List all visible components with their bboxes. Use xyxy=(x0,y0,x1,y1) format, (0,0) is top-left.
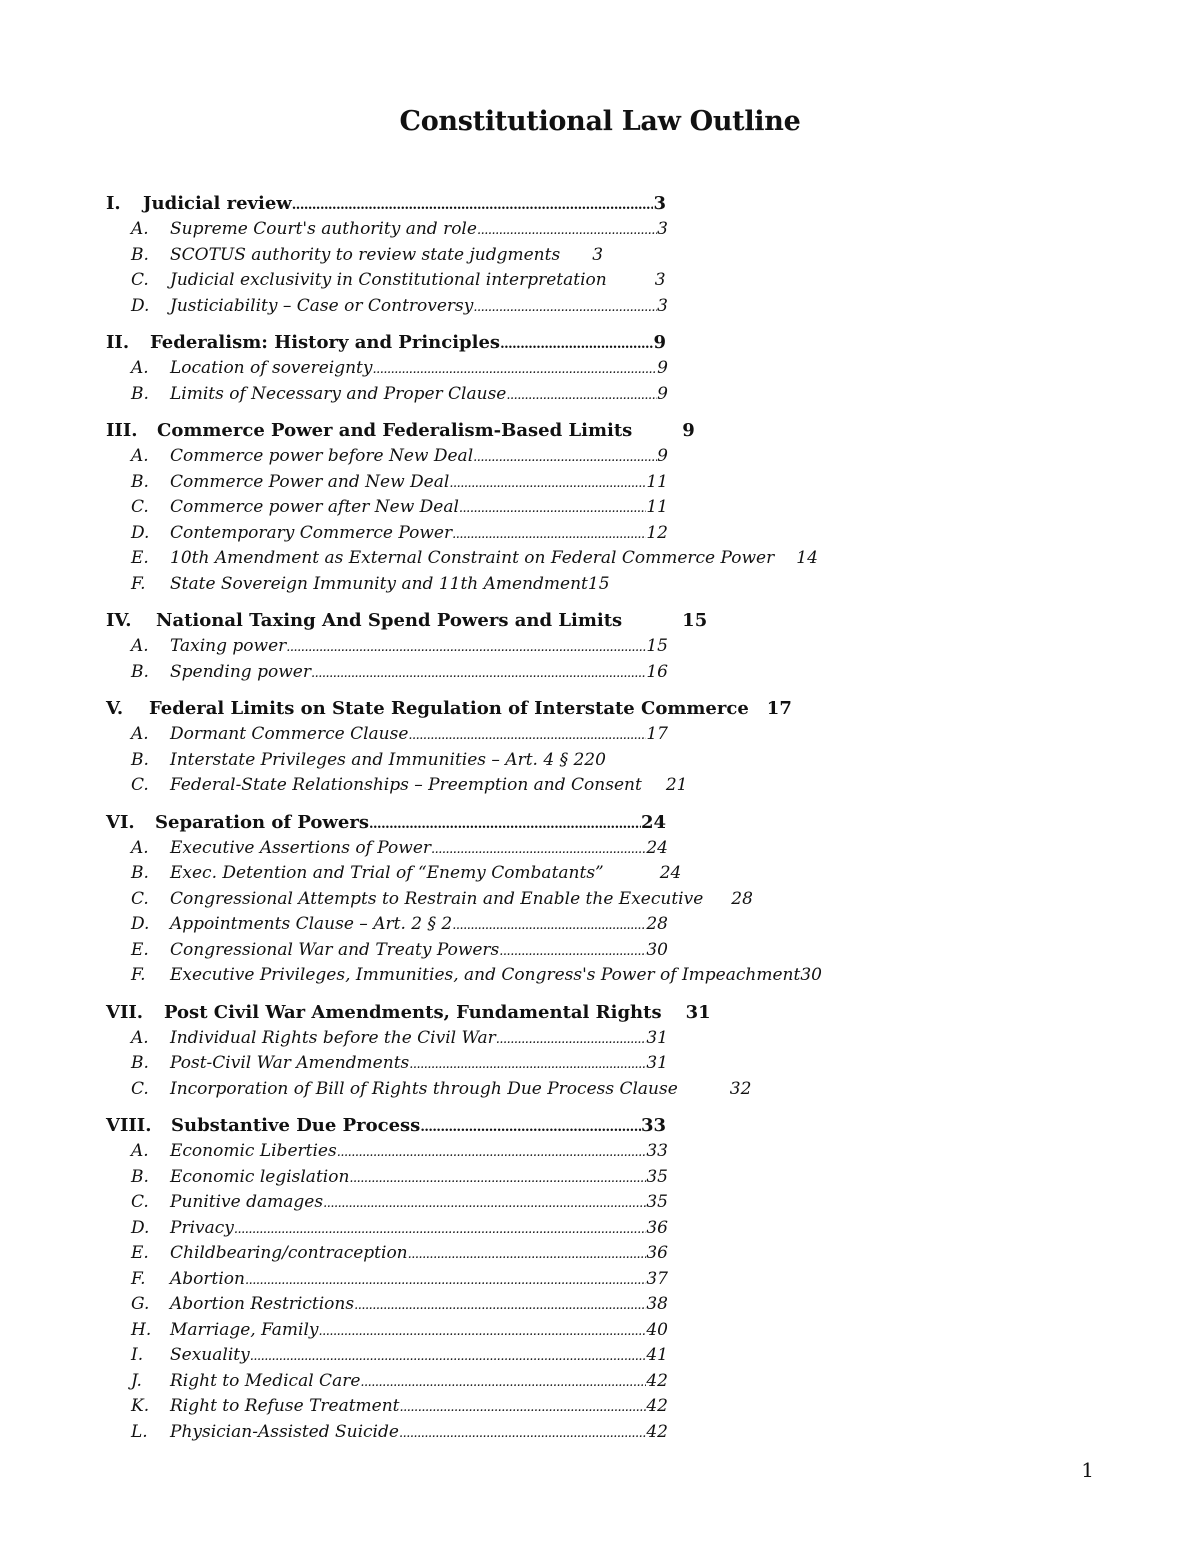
entry-title: Spending power xyxy=(170,661,311,682)
section-number: V. xyxy=(106,698,124,719)
section-title: Federal Limits on State Regulation of Interstate Commerce xyxy=(149,698,749,719)
entry-title: Physician-Assisted Suicide xyxy=(170,1421,399,1442)
section-number: VIII. xyxy=(106,1115,152,1136)
entry-title: Justiciability – Case or Controversy xyxy=(170,295,474,316)
page-number: 1 xyxy=(1081,1458,1094,1482)
dot-leader xyxy=(369,812,641,838)
entry-title: Dormant Commerce Clause xyxy=(170,724,409,744)
entry-title: Contemporary Commerce Power xyxy=(170,522,453,543)
toc-section-heading[interactable] xyxy=(106,1000,1106,1026)
entry-title: Congressional Attempts to Restrain and Enable the Executive xyxy=(170,888,704,909)
entry-letter: C. xyxy=(131,497,149,517)
entry-letter: J. xyxy=(131,1370,142,1391)
toc-entry[interactable] xyxy=(106,1292,1106,1318)
table-of-contents xyxy=(106,191,1106,1445)
entry-letter: A. xyxy=(131,837,149,858)
dot-leader xyxy=(409,1052,646,1078)
entry-page-number: 38 xyxy=(646,1294,668,1314)
dot-leader xyxy=(473,445,657,471)
toc-entry[interactable] xyxy=(106,1394,1106,1420)
toc-entry[interactable] xyxy=(106,1165,1106,1191)
section-page-number: 9 xyxy=(653,332,666,353)
entry-title: SCOTUS authority to review state judgments xyxy=(170,244,561,265)
entry-page-number: 28 xyxy=(646,914,668,934)
entry-title: Supreme Court's authority and role xyxy=(170,219,477,239)
entry-page-number: 42 xyxy=(646,1421,668,1442)
entry-letter: B. xyxy=(131,471,149,492)
entry-letter: G. xyxy=(131,1294,150,1314)
toc-entry[interactable] xyxy=(106,444,1106,470)
entry-letter: A. xyxy=(131,446,149,466)
entry-page-number: 9 xyxy=(657,358,668,378)
entry-letter: A. xyxy=(131,1141,149,1161)
toc-entry[interactable] xyxy=(106,773,1106,799)
entry-title: Appointments Clause – Art. 2 § 2 xyxy=(170,914,453,934)
entry-page-number: 21 xyxy=(665,775,688,795)
entry-title: Limits of Necessary and Proper Clause xyxy=(170,383,507,404)
toc-entry[interactable] xyxy=(106,1267,1106,1293)
entry-title: Commerce power before New Deal xyxy=(170,446,474,466)
entry-title: Sexuality xyxy=(170,1345,250,1365)
toc-entry[interactable] xyxy=(106,1343,1106,1369)
document-title: Constitutional Law Outline xyxy=(399,106,801,137)
dot-leader xyxy=(506,383,657,409)
dot-leader xyxy=(250,1344,647,1370)
dot-leader xyxy=(499,939,646,965)
dot-leader xyxy=(337,1140,647,1166)
entry-page-number: 11 xyxy=(646,471,668,492)
dot-leader xyxy=(323,1191,646,1217)
dot-leader xyxy=(349,1166,646,1192)
toc-entry[interactable] xyxy=(106,660,1106,686)
entry-page-number: 24 xyxy=(659,863,682,883)
section-page-number: 33 xyxy=(640,1115,666,1136)
entry-page-number: 11 xyxy=(646,497,668,517)
entry-title: Commerce Power and New Deal xyxy=(170,471,450,492)
entry-page-number: 40 xyxy=(646,1319,668,1340)
entry-title: Congressional War and Treaty Powers xyxy=(170,939,500,960)
toc-entry[interactable] xyxy=(106,1139,1106,1165)
entry-page-number: 12 xyxy=(646,522,668,543)
section-page-number: 24 xyxy=(640,811,666,833)
entry-title: Right to Medical Care xyxy=(170,1370,361,1391)
entry-page-number: 15 xyxy=(587,573,610,594)
entry-letter: C. xyxy=(131,270,149,290)
dot-leader xyxy=(496,1027,647,1053)
dot-leader xyxy=(245,1268,646,1294)
entry-page-number: 17 xyxy=(646,724,668,744)
dot-leader xyxy=(459,496,646,522)
dot-leader xyxy=(354,1293,646,1319)
entry-letter: B. xyxy=(131,749,149,770)
section-number: VI. xyxy=(106,811,135,833)
toc-entry[interactable] xyxy=(106,963,1106,989)
dot-leader xyxy=(452,913,646,939)
dot-leader xyxy=(500,332,653,358)
toc-entry[interactable] xyxy=(106,243,1106,269)
entry-title: Commerce power after New Deal xyxy=(170,497,459,517)
entry-title: State Sovereign Immunity and 11th Amendment xyxy=(170,573,588,594)
entry-title: Privacy xyxy=(170,1217,234,1238)
toc-entry[interactable] xyxy=(106,382,1106,408)
toc-section-heading[interactable] xyxy=(106,1113,1106,1139)
entry-title: Economic legislation xyxy=(170,1166,350,1187)
toc-entry[interactable] xyxy=(106,1369,1106,1395)
section-page-number: 17 xyxy=(766,698,792,719)
section-number: II. xyxy=(106,332,130,353)
entry-title: Executive Privileges, Immunities, and Congress's Power of Impeachment xyxy=(170,965,801,985)
entry-page-number: 14 xyxy=(796,548,818,568)
entry-title: Punitive damages xyxy=(170,1192,324,1212)
toc-entry[interactable] xyxy=(106,1026,1106,1052)
toc-section-heading[interactable] xyxy=(106,810,1106,836)
dot-leader xyxy=(399,1421,646,1447)
entry-letter: A. xyxy=(131,358,149,378)
toc-entry[interactable] xyxy=(106,294,1106,320)
entry-page-number: 28 xyxy=(731,888,753,909)
entry-title: Interstate Privileges and Immunities – Art. 4 § 2 xyxy=(170,749,585,770)
entry-letter: B. xyxy=(131,1053,149,1073)
toc-entry[interactable] xyxy=(106,470,1106,496)
entry-letter: B. xyxy=(131,244,149,265)
entry-title: Exec. Detention and Trial of “Enemy Combatants” xyxy=(170,863,604,883)
toc-entry[interactable] xyxy=(106,748,1106,774)
toc-entry[interactable] xyxy=(106,1051,1106,1077)
toc-entry[interactable] xyxy=(106,1241,1106,1267)
dot-leader xyxy=(431,837,646,863)
section-number: I. xyxy=(106,193,121,214)
entry-title: 10th Amendment as External Constraint on Federal Commerce Power xyxy=(170,548,775,568)
entry-letter: E. xyxy=(131,939,149,960)
toc-section-heading[interactable] xyxy=(106,608,1106,634)
entry-title: Abortion xyxy=(170,1268,245,1289)
entry-letter: H. xyxy=(131,1319,152,1340)
entry-letter: E. xyxy=(131,1243,149,1263)
entry-title: Taxing power xyxy=(170,636,287,656)
section-number: IV. xyxy=(106,610,132,631)
dot-leader xyxy=(234,1217,646,1243)
entry-title: Economic Liberties xyxy=(170,1141,337,1161)
dot-leader xyxy=(449,471,646,497)
toc-entry[interactable] xyxy=(106,887,1106,913)
entry-title: Federal-State Relationships – Preemption and Consent xyxy=(170,775,642,795)
entry-page-number: 35 xyxy=(646,1192,668,1212)
toc-entry[interactable] xyxy=(106,1077,1106,1103)
toc-entry[interactable] xyxy=(106,722,1106,748)
toc-entry[interactable] xyxy=(106,546,1106,572)
toc-section-heading[interactable] xyxy=(106,330,1106,356)
section-title: Federalism: History and Principles xyxy=(150,332,501,353)
toc-entry[interactable] xyxy=(106,521,1106,547)
entry-letter: A. xyxy=(131,219,149,239)
entry-letter: B. xyxy=(131,383,149,404)
section-title: Post Civil War Amendments, Fundamental Rights xyxy=(164,1001,662,1023)
entry-letter: D. xyxy=(131,522,150,543)
dot-leader xyxy=(286,635,646,661)
section-title: National Taxing And Spend Powers and Limits xyxy=(156,610,623,631)
entry-letter: L. xyxy=(131,1421,148,1442)
entry-letter: A. xyxy=(131,724,149,744)
toc-entry[interactable] xyxy=(106,1216,1106,1242)
entry-page-number: 42 xyxy=(646,1370,668,1391)
entry-title: Post-Civil War Amendments xyxy=(170,1053,410,1073)
dot-leader xyxy=(360,1370,646,1396)
toc-entry[interactable] xyxy=(106,495,1106,521)
section-number: VII. xyxy=(106,1001,144,1023)
toc-section-heading[interactable] xyxy=(106,418,1106,444)
entry-page-number: 41 xyxy=(646,1345,668,1365)
entry-title: Marriage, Family xyxy=(170,1319,319,1340)
entry-page-number: 30 xyxy=(800,965,822,985)
dot-leader xyxy=(319,1319,647,1345)
entry-letter: A. xyxy=(131,636,149,656)
entry-letter: F. xyxy=(131,965,146,985)
entry-page-number: 3 xyxy=(657,219,668,239)
entry-letter: C. xyxy=(131,1192,149,1212)
dot-leader xyxy=(400,1395,647,1421)
dot-leader xyxy=(408,1242,647,1268)
entry-page-number: 3 xyxy=(654,270,666,290)
dot-leader xyxy=(372,357,657,383)
entry-letter: I. xyxy=(131,1345,144,1365)
entry-page-number: 3 xyxy=(592,244,604,265)
entry-page-number: 20 xyxy=(584,749,606,770)
entry-title: Location of sovereignty xyxy=(170,358,373,378)
toc-section-heading[interactable] xyxy=(106,696,1106,722)
entry-letter: F. xyxy=(131,1268,146,1289)
toc-entry[interactable] xyxy=(106,1318,1106,1344)
entry-letter: K. xyxy=(131,1396,150,1416)
entry-page-number: 36 xyxy=(646,1243,668,1263)
entry-letter: E. xyxy=(131,548,149,568)
entry-page-number: 16 xyxy=(646,661,668,682)
entry-title: Executive Assertions of Power xyxy=(170,837,432,858)
entry-title: Individual Rights before the Civil War xyxy=(170,1027,496,1048)
entry-letter: C. xyxy=(131,1078,149,1099)
dot-leader xyxy=(408,723,646,749)
dot-leader xyxy=(311,661,646,687)
entry-letter: B. xyxy=(131,1166,149,1187)
entry-letter: A. xyxy=(131,1027,149,1048)
section-page-number: 3 xyxy=(653,193,666,214)
entry-page-number: 42 xyxy=(646,1396,668,1416)
dot-leader xyxy=(292,193,654,219)
entry-title: Childbearing/contraception xyxy=(170,1243,408,1263)
entry-page-number: 9 xyxy=(657,446,668,466)
entry-letter: D. xyxy=(131,1217,150,1238)
toc-entry[interactable] xyxy=(106,634,1106,660)
entry-page-number: 24 xyxy=(646,837,668,858)
toc-section-heading[interactable] xyxy=(106,191,1106,217)
entry-page-number: 36 xyxy=(646,1217,668,1238)
entry-page-number: 30 xyxy=(646,939,668,960)
entry-letter: D. xyxy=(131,295,150,316)
toc-entry[interactable] xyxy=(106,1420,1106,1446)
section-title: Commerce Power and Federalism-Based Limits xyxy=(157,420,633,441)
entry-page-number: 33 xyxy=(646,1141,668,1161)
entry-page-number: 37 xyxy=(646,1268,668,1289)
section-page-number: 9 xyxy=(682,420,695,441)
entry-page-number: 31 xyxy=(646,1053,668,1073)
entry-letter: C. xyxy=(131,775,149,795)
entry-title: Incorporation of Bill of Rights through Due Process Clause xyxy=(170,1078,678,1099)
entry-title: Right to Refuse Treatment xyxy=(170,1396,400,1416)
section-page-number: 15 xyxy=(682,610,708,631)
entry-page-number: 35 xyxy=(646,1166,668,1187)
toc-entry[interactable] xyxy=(106,836,1106,862)
entry-page-number: 3 xyxy=(657,295,668,316)
dot-leader xyxy=(477,218,657,244)
entry-page-number: 31 xyxy=(646,1027,668,1048)
toc-entry[interactable] xyxy=(106,938,1106,964)
entry-title: Abortion Restrictions xyxy=(170,1294,355,1314)
toc-entry[interactable] xyxy=(106,268,1106,294)
entry-title: Judicial exclusivity in Constitutional interpretation xyxy=(170,270,607,290)
toc-entry[interactable] xyxy=(106,356,1106,382)
entry-page-number: 15 xyxy=(646,636,668,656)
toc-entry[interactable] xyxy=(106,861,1106,887)
section-title: Judicial review xyxy=(143,193,292,214)
section-page-number: 31 xyxy=(685,1001,711,1023)
dot-leader xyxy=(473,295,657,321)
toc-entry[interactable] xyxy=(106,572,1106,598)
entry-page-number: 9 xyxy=(657,383,668,404)
toc-entry[interactable] xyxy=(106,217,1106,243)
entry-letter: B. xyxy=(131,863,149,883)
entry-letter: B. xyxy=(131,661,149,682)
entry-letter: F. xyxy=(131,573,146,594)
dot-leader xyxy=(452,522,646,548)
section-number: III. xyxy=(106,420,138,441)
entry-letter: D. xyxy=(131,914,150,934)
entry-letter: C. xyxy=(131,888,149,909)
section-title: Substantive Due Process xyxy=(171,1115,421,1136)
section-title: Separation of Powers xyxy=(155,811,369,833)
toc-entry[interactable] xyxy=(106,912,1106,938)
toc-entry[interactable] xyxy=(106,1190,1106,1216)
dot-leader xyxy=(420,1115,641,1141)
entry-page-number: 32 xyxy=(729,1078,752,1099)
